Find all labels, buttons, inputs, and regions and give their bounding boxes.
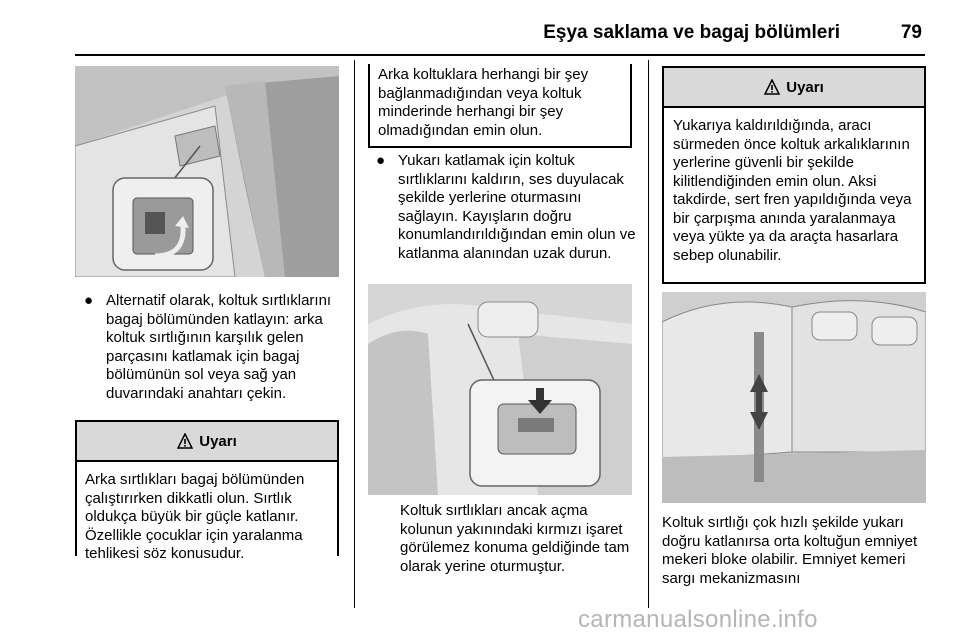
warning-header-1 — [77, 422, 337, 462]
figure-3-caption: Koltuk sırtlığı çok hızlı şekilde yukarı doğru katlanırsa orta koltuğun emniyet mekeri bloke olabilir. Emniyet kemeri sargı mekanizmasını — [662, 514, 918, 587]
seat-belt-illustration — [662, 292, 926, 503]
warning-triangle-icon — [764, 79, 780, 95]
figure-2-caption: Koltuk sırtlıkları ancak açma kolunun yakınındaki kırmızı işaret görülemez konuma geldiğinde tam olarak yerine oturmuştur. — [400, 502, 630, 575]
warning-body-1: Arka sırtlıkları bagaj bölümünden çalıştırırken dikkatli olun. Sırtlık oldukça büyük bir güçle katlanır. Özellikle çocuklar için yaralanma tehlikesi söz konusudur. — [85, 471, 305, 562]
warning-header-2 — [664, 68, 924, 108]
warning-body-2: Yukarıya kaldırıldığında, aracı sürmeden önce koltuk arkalıklarının yerlerine güvenli bir şekilde kilitlendiğinden emin olun. Aksi takdirde, sert fren yapıldığında veya bir çarpışma anında yaralanmaya veya yükte ya da araçta hasarlara sebep olunabilir. — [673, 117, 912, 264]
seatback-illustration — [368, 284, 632, 495]
header-title: Eşya saklama ve bagaj bölümleri — [543, 22, 840, 43]
trunk-release-illustration — [75, 66, 339, 277]
bullet-icon: ● — [84, 292, 94, 309]
warning-box-1 — [75, 420, 339, 562]
trunk-release-figure — [75, 66, 339, 277]
seat-belt-figure — [662, 292, 926, 503]
bullet-icon: ● — [376, 152, 386, 169]
notice-box-text: Arka koltuklara herhangi bir şey bağlanmadığından veya koltuk minderinde herhangi bir şey olmadığından emin olun. — [378, 66, 589, 139]
bullet-2-text: Yukarı katlamak için koltuk sırtlıklarını kaldırın, ses duyulacak şekilde yerlerine oturmasını sağlayın. Kayışların doğru konumlandırıldığından emin olun ve katlanma alanından uzak durun. — [398, 152, 636, 262]
watermark: carmanualsonline.info — [578, 606, 818, 633]
warning-box-2 — [662, 66, 926, 284]
column-divider-1 — [354, 60, 355, 608]
notice-box — [368, 64, 632, 148]
bullet-1-text: Alternatif olarak, koltuk sırtlıklarını bagaj bölümünden katlayın: arka koltuk sırtlığının karşılık gelen parçasını katlamak için bagaj bölümünün sol veya sağ yan duvarındaki anahtarı çekin. — [106, 292, 332, 402]
header-rule — [75, 54, 925, 56]
column-divider-2 — [648, 60, 649, 608]
page-number: 79 — [900, 22, 922, 43]
warning-triangle-icon — [177, 433, 193, 449]
warning-title-1: Uyarı — [199, 432, 237, 450]
warning-title-2: Uyarı — [786, 78, 824, 96]
seatback-figure — [368, 284, 632, 495]
